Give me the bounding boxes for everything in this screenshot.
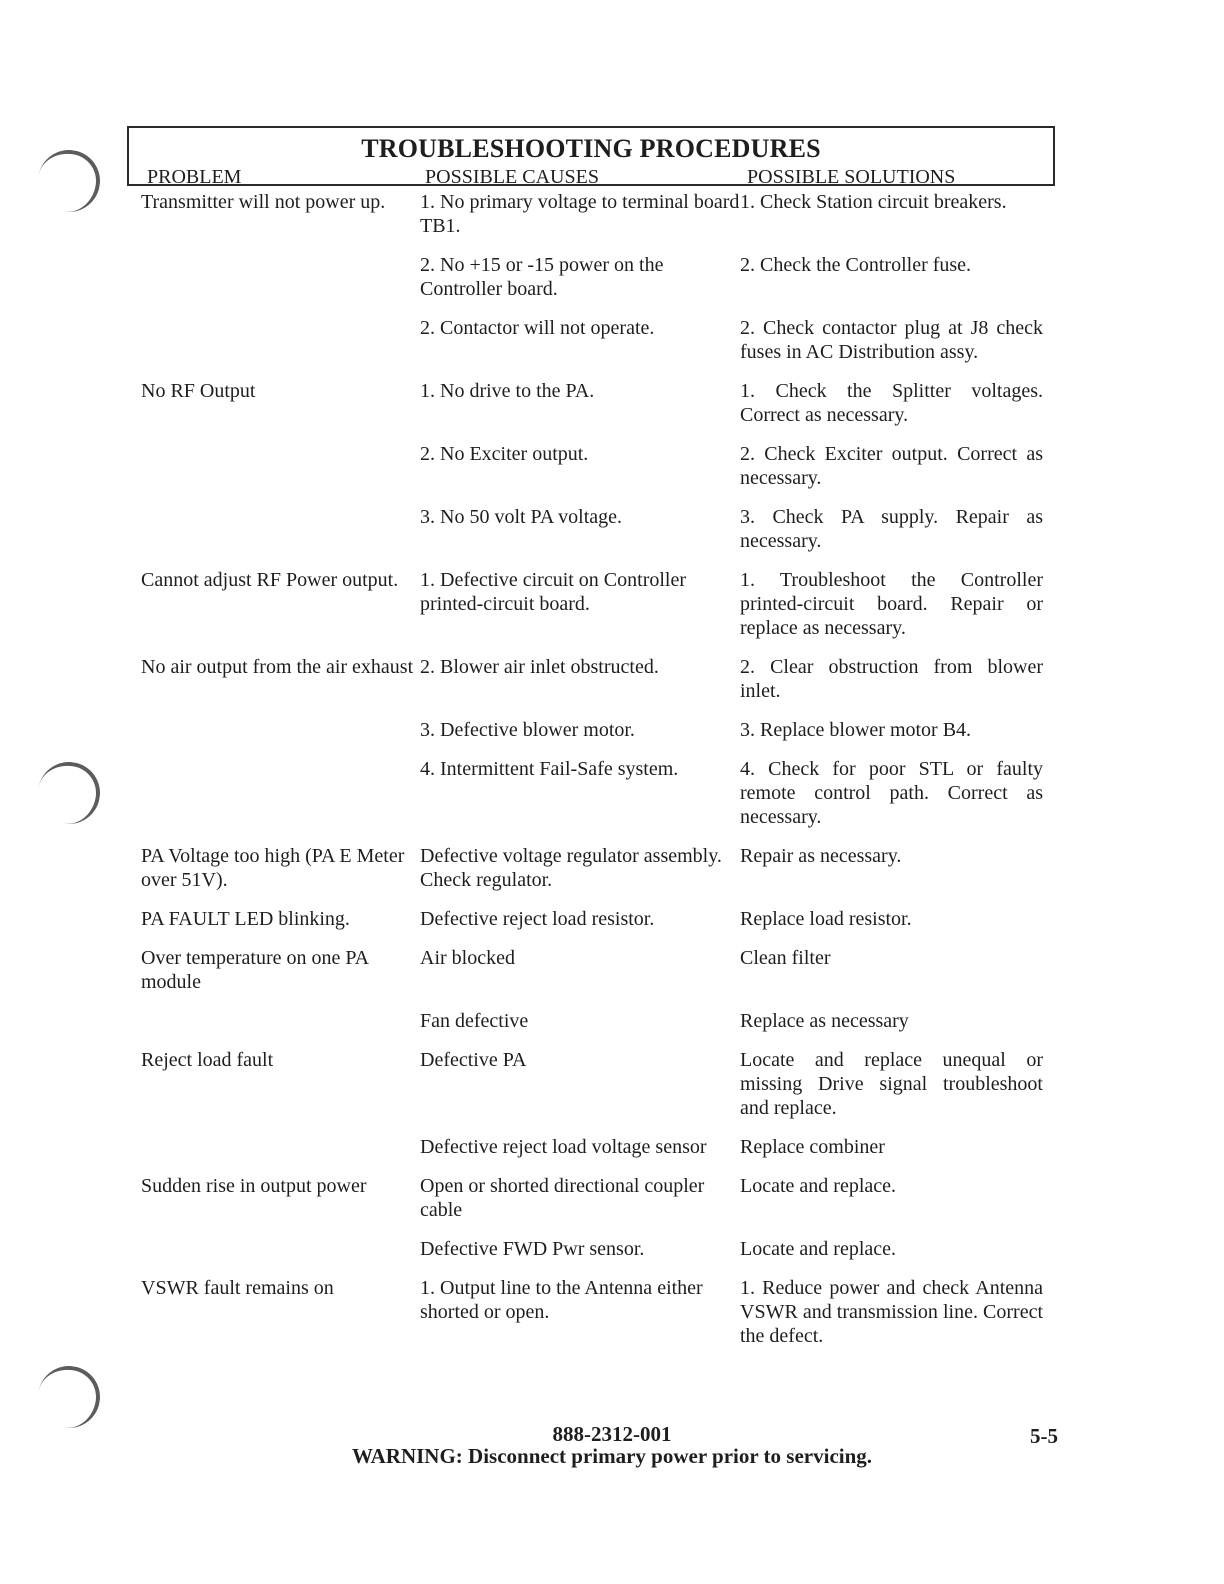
table-row <box>141 1048 1046 1120</box>
table-row <box>141 442 1046 490</box>
table-row <box>141 844 1046 892</box>
solution-cell: 1. Check the Splitter voltages. Correct as necessary. <box>740 380 1043 426</box>
problem-cell <box>141 442 420 490</box>
page-title: TROUBLESHOOTING PROCEDURES <box>361 134 821 163</box>
problem-cell: No RF Output <box>141 380 256 402</box>
solution-cell: 1. Check Station circuit breakers. <box>740 191 1007 213</box>
table-row <box>141 907 1046 931</box>
solution-cell: 3. Check PA supply. Repair as necessary. <box>740 506 1043 552</box>
solution-cell: 2. Check Exciter output. Correct as necessary. <box>740 443 1043 489</box>
cause-cell: 4. Intermittent Fail-Safe system. <box>420 758 679 780</box>
problem-cell <box>141 757 420 829</box>
part-number: 888-2312-001 <box>552 1422 672 1446</box>
column-header-causes: POSSIBLE CAUSES <box>425 166 599 188</box>
table-row <box>141 316 1046 364</box>
troubleshooting-table <box>141 190 1046 1363</box>
problem-cell <box>141 1135 420 1159</box>
problem-cell <box>141 718 420 742</box>
warning-notice: WARNING: Disconnect primary power prior to servicing. <box>351 1444 873 1468</box>
problem-cell: Sudden rise in output power <box>141 1175 367 1197</box>
solution-cell: Locate and replace. <box>740 1238 897 1260</box>
solution-cell: Clean filter <box>740 947 831 969</box>
punch-hole-mark-middle <box>33 757 105 829</box>
cause-cell: Air blocked <box>420 947 515 969</box>
cause-cell: 2. Contactor will not operate. <box>420 317 655 339</box>
problem-cell <box>141 505 420 553</box>
problem-cell: PA Voltage too high (PA E Meter over 51V). <box>141 845 405 891</box>
cause-cell: Defective reject load voltage sensor <box>420 1136 707 1158</box>
table-row <box>141 190 1046 238</box>
cause-cell: Open or shorted directional coupler cable <box>420 1175 705 1221</box>
table-row <box>141 757 1046 829</box>
solution-cell: 3. Replace blower motor B4. <box>740 719 972 741</box>
column-header-solutions: POSSIBLE SOLUTIONS <box>747 166 956 188</box>
cause-cell: Defective PA <box>420 1049 527 1071</box>
cause-cell: 2. Blower air inlet obstructed. <box>420 656 659 678</box>
cause-cell: Defective voltage regulator assembly. Check regulator. <box>420 845 722 891</box>
solution-cell: 2. Check the Controller fuse. <box>740 254 972 276</box>
solution-cell: 2. Check contactor plug at J8 check fuses in AC Distribution assy. <box>740 317 1043 363</box>
cause-cell: Fan defective <box>420 1010 529 1032</box>
cause-cell: 2. No Exciter output. <box>420 443 589 465</box>
punch-hole-mark-top <box>33 145 105 217</box>
cause-cell: 3. No 50 volt PA voltage. <box>420 506 623 528</box>
table-row <box>141 1009 1046 1033</box>
problem-cell <box>141 253 420 301</box>
solution-cell: 2. Clear obstruction from blower inlet. <box>740 656 1043 702</box>
problem-cell: PA FAULT LED blinking. <box>141 908 350 930</box>
table-row <box>141 505 1046 553</box>
problem-cell: No air output from the air exhaust <box>141 656 414 678</box>
cause-cell: Defective FWD Pwr sensor. <box>420 1238 645 1260</box>
problem-cell: Reject load fault <box>141 1049 274 1071</box>
cause-cell: 2. No +15 or -15 power on the Controller board. <box>420 254 664 300</box>
table-header <box>127 126 1055 186</box>
solution-cell: 4. Check for poor STL or faulty remote control path. Correct as necessary. <box>740 758 1043 828</box>
problem-cell <box>141 1009 420 1033</box>
solution-cell: 1. Troubleshoot the Controller printed-circuit board. Repair or replace as necessary. <box>740 569 1043 639</box>
problem-cell: Cannot adjust RF Power output. <box>141 569 399 591</box>
cause-cell: 1. No drive to the PA. <box>420 380 595 402</box>
table-row <box>141 718 1046 742</box>
cause-cell: Defective reject load resistor. <box>420 908 655 930</box>
solution-cell: 1. Reduce power and check Antenna VSWR and transmission line. Correct the defect. <box>740 1277 1043 1347</box>
cause-cell: 1. Defective circuit on Controller printed-circuit board. <box>420 569 687 615</box>
problem-cell <box>141 1237 420 1261</box>
table-row <box>141 946 1046 994</box>
cause-cell: 1. Output line to the Antenna either shorted or open. <box>420 1277 703 1323</box>
cause-cell: 3. Defective blower motor. <box>420 719 635 741</box>
table-row <box>141 1276 1046 1348</box>
problem-cell: Over temperature on one PA module <box>141 947 368 993</box>
table-row <box>141 253 1046 301</box>
table-row <box>141 1237 1046 1261</box>
table-row <box>141 655 1046 703</box>
table-row <box>141 568 1046 640</box>
solution-cell: Replace load resistor. <box>740 908 912 930</box>
solution-cell: Replace as necessary <box>740 1010 909 1032</box>
table-row <box>141 379 1046 427</box>
problem-cell: VSWR fault remains on <box>141 1277 334 1299</box>
solution-cell: Locate and replace. <box>740 1175 897 1197</box>
table-row <box>141 1135 1046 1159</box>
problem-cell <box>141 316 420 364</box>
solution-cell: Repair as necessary. <box>740 845 902 867</box>
solution-cell: Locate and replace unequal or missing Drive signal troubleshoot and replace. <box>740 1049 1043 1119</box>
solution-cell: Replace combiner <box>740 1136 885 1158</box>
cause-cell: 1. No primary voltage to terminal board TB1. <box>420 191 740 237</box>
page-number: 5-5 <box>1030 1424 1058 1448</box>
table-row <box>141 1174 1046 1222</box>
column-header-problem: PROBLEM <box>147 166 242 188</box>
problem-cell: Transmitter will not power up. <box>141 191 386 213</box>
